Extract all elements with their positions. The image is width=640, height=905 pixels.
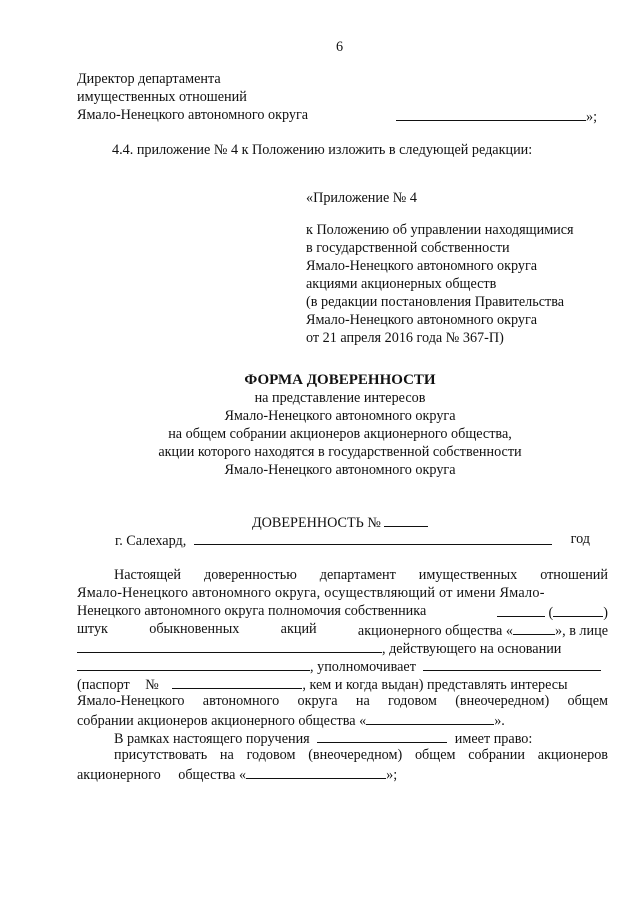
word: собрании xyxy=(468,747,525,763)
body-line-12 xyxy=(77,764,608,782)
word: акционерного xyxy=(77,767,161,783)
word: акционеров xyxy=(537,747,608,763)
word: (внеочередном) xyxy=(308,747,403,763)
word: автономного xyxy=(202,693,280,709)
appendix-line: Ямало-Ненецкого автономного округа xyxy=(306,258,538,274)
appendix-line: к Положению об управлении находящимися xyxy=(306,222,574,238)
word: Ямало-Ненецкого xyxy=(77,693,185,709)
word: акций xyxy=(280,621,317,637)
form-title: ФОРМА ДОВЕРЕННОСТИ xyxy=(244,372,436,388)
body-line-7 xyxy=(77,674,608,692)
word: годовом xyxy=(246,747,296,763)
body-line-6 xyxy=(77,656,608,674)
has-right-text: имеет право: xyxy=(454,731,533,747)
signature-block xyxy=(77,70,308,124)
owner-powers-text: Ненецкого автономного округа полномочия собственника xyxy=(77,603,427,619)
basis-blank xyxy=(77,656,310,671)
signature-line: Ямало-Ненецкого автономного округа xyxy=(77,107,309,123)
body-line-5 xyxy=(77,638,608,656)
body-line-4 xyxy=(77,620,608,638)
body-line-10 xyxy=(77,728,608,746)
meeting-company-label: собрании акционеров акционерного общества « xyxy=(77,713,367,729)
body-line-3 xyxy=(77,602,608,620)
body-line-11 xyxy=(77,746,608,764)
shares-count-blank xyxy=(497,602,545,617)
passport-label: (паспорт xyxy=(77,677,130,693)
passport-blank xyxy=(172,674,302,689)
page-number: 6 xyxy=(336,39,344,55)
city-date-line xyxy=(115,530,590,548)
meeting-company-blank xyxy=(366,710,494,725)
word: присутствовать xyxy=(114,747,208,763)
signature-line: Директор департамента xyxy=(77,71,221,87)
body-line-1 xyxy=(77,566,608,584)
word: на xyxy=(355,693,370,709)
form-subtitle-line: на представление интересов xyxy=(254,390,426,406)
attorney-name-blank xyxy=(317,728,447,743)
paren-close: ) xyxy=(603,605,608,621)
form-subtitle-line: акции которого находятся в государственной собственности xyxy=(158,444,522,460)
power-of-attorney-heading xyxy=(252,512,428,530)
heading-text: ДОВЕРЕННОСТЬ № xyxy=(252,515,381,531)
word: Настоящей xyxy=(114,567,182,583)
form-subtitle-line: Ямало-Ненецкого автономного округа xyxy=(224,408,456,424)
scope-text: В рамках настоящего поручения xyxy=(114,731,310,747)
date-blank xyxy=(194,530,552,545)
form-subtitle-line: на общем собрании акционеров акционерного общества, xyxy=(168,426,512,442)
acting-basis-text: , действующего на основании xyxy=(382,641,562,657)
representative-blank xyxy=(77,638,382,653)
attorney-blank xyxy=(423,656,601,671)
clause-4-4: 4.4. приложение № 4 к Положению изложить в следующей редакции: xyxy=(112,142,533,158)
appendix-line: акциями акционерных обществ xyxy=(306,276,497,292)
city: г. Салехард, xyxy=(115,533,187,549)
word: доверенностью xyxy=(203,567,297,583)
number-sign: № xyxy=(145,677,159,693)
word: округа xyxy=(297,693,338,709)
paren-open: ( xyxy=(548,605,554,621)
word: годовом xyxy=(388,693,437,709)
signature-line: имущественных отношений xyxy=(77,89,247,105)
body-line-2: Ямало-Ненецкого автономного округа, осуществляющий от имени Ямало- xyxy=(77,585,545,601)
appendix-line: (в редакции постановления Правительства xyxy=(306,294,565,310)
shares-count-group xyxy=(497,602,608,620)
word: на xyxy=(219,747,234,763)
issued-text: , кем и когда выдан) представлять интересы xyxy=(302,677,568,693)
company-blank xyxy=(513,620,555,635)
presence-company-blank xyxy=(246,764,386,779)
represented-by-text: », в лице xyxy=(555,623,608,639)
appendix-header xyxy=(306,189,574,347)
company-label: акционерного общества « xyxy=(357,623,513,639)
closing-quote: ». xyxy=(494,713,505,729)
word: общем xyxy=(414,747,456,763)
body-text xyxy=(77,566,608,782)
closing-quote-semicolon: »; xyxy=(386,767,398,783)
word: отношений xyxy=(540,567,608,583)
word: обыкновенных xyxy=(149,621,240,637)
word: имущественных xyxy=(418,567,518,583)
word: (внеочередном) xyxy=(455,693,550,709)
word: штук xyxy=(77,621,108,637)
appendix-title: «Приложение № 4 xyxy=(306,190,417,206)
form-subtitle-line: Ямало-Ненецкого автономного округа xyxy=(224,462,456,478)
appendix-line: от 21 апреля 2016 года № 367-П) xyxy=(306,330,504,346)
word: общества « xyxy=(178,767,247,783)
appendix-line: в государственной собственности xyxy=(306,240,510,256)
word: общем xyxy=(567,693,608,709)
body-line-9 xyxy=(77,710,608,728)
appendix-line: Ямало-Ненецкого автономного округа xyxy=(306,312,538,328)
authorizes-text: , уполномочивает xyxy=(310,659,416,675)
shares-words-blank xyxy=(553,602,603,617)
year: год xyxy=(570,531,590,547)
signature-closing: »; xyxy=(586,109,598,125)
word: департамент xyxy=(319,567,396,583)
company-group xyxy=(358,620,608,638)
number-blank xyxy=(384,512,428,527)
signature-blank xyxy=(396,106,586,121)
form-heading xyxy=(60,371,620,479)
signature-field xyxy=(396,106,597,124)
body-line-8 xyxy=(77,692,608,710)
